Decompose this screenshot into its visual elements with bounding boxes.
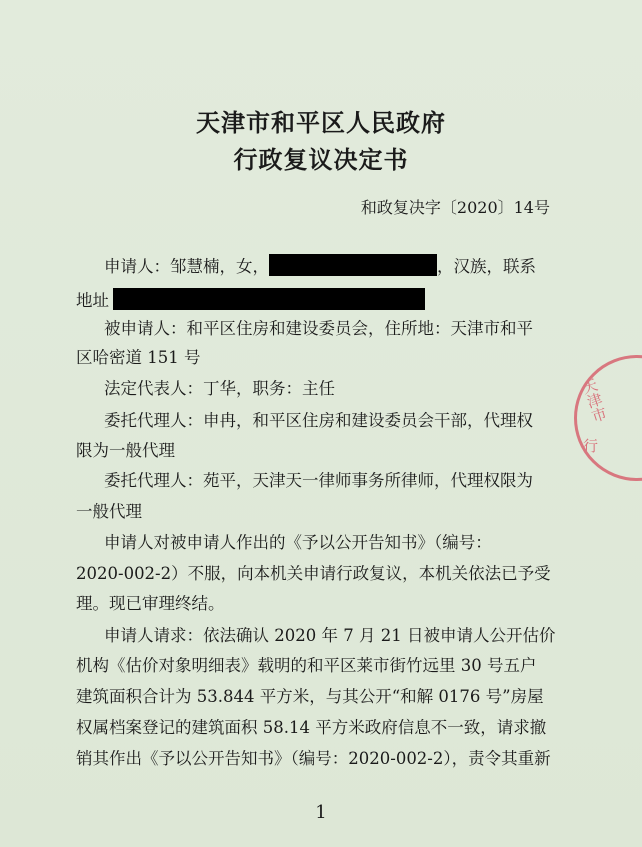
seal-text: 天津市 <box>578 376 610 425</box>
body-line: 一般代理 <box>76 502 142 521</box>
body-line: 申请人请求：依法确认 2020 年 7 月 21 日被申请人公开估价 <box>104 626 556 645</box>
body-line: 被申请人：和平区住房和建设委员会，住所地：天津市和平 <box>104 319 533 338</box>
page-number: 1 <box>315 802 327 823</box>
seal-text: 行 <box>583 437 599 455</box>
body-line: 理。现已审理终结。 <box>76 594 225 613</box>
body-line: 申请人对被申请人作出的《予以公开告知书》（编号： <box>104 533 492 552</box>
body-line: 建筑面积合计为 53.844 平方米，与其公开“和解 0176 号”房屋 <box>76 687 544 706</box>
document-title-line1: 天津市和平区人民政府 <box>196 108 446 137</box>
body-text: ，汉族，联系 <box>437 257 536 276</box>
body-line: 权属档案登记的建筑面积 58.14 平方米政府信息不一致，请求撤 <box>76 718 547 737</box>
body-line <box>76 288 425 313</box>
redaction-block <box>269 254 437 276</box>
redaction-block <box>113 288 425 310</box>
body-line <box>104 254 536 279</box>
official-seal <box>574 355 642 481</box>
body-text: 地址 <box>76 291 109 310</box>
body-text: 申请人：邹慧楠，女， <box>104 257 269 276</box>
document-title-line2: 行政复议决定书 <box>233 145 409 174</box>
body-line: 限为一般代理 <box>76 441 175 460</box>
body-line: 委托代理人：苑平，天津天一律师事务所律师，代理权限为 <box>104 471 533 490</box>
body-line: 区哈密道 151 号 <box>76 348 201 367</box>
body-line: 法定代表人：丁华，职务：主任 <box>104 379 335 398</box>
body-line: 委托代理人：申冉，和平区住房和建设委员会干部，代理权 <box>104 411 533 430</box>
body-line: 机构《估价对象明细表》载明的和平区莱市街竹远里 30 号五户 <box>76 656 537 675</box>
body-line: 2020-002-2）不服，向本机关申请行政复议，本机关依法已予受 <box>76 564 551 583</box>
body-line: 销其作出《予以公开告知书》（编号：2020-002-2），责令其重新 <box>76 749 551 768</box>
document-number: 和政复决字〔2020〕14号 <box>360 198 550 217</box>
